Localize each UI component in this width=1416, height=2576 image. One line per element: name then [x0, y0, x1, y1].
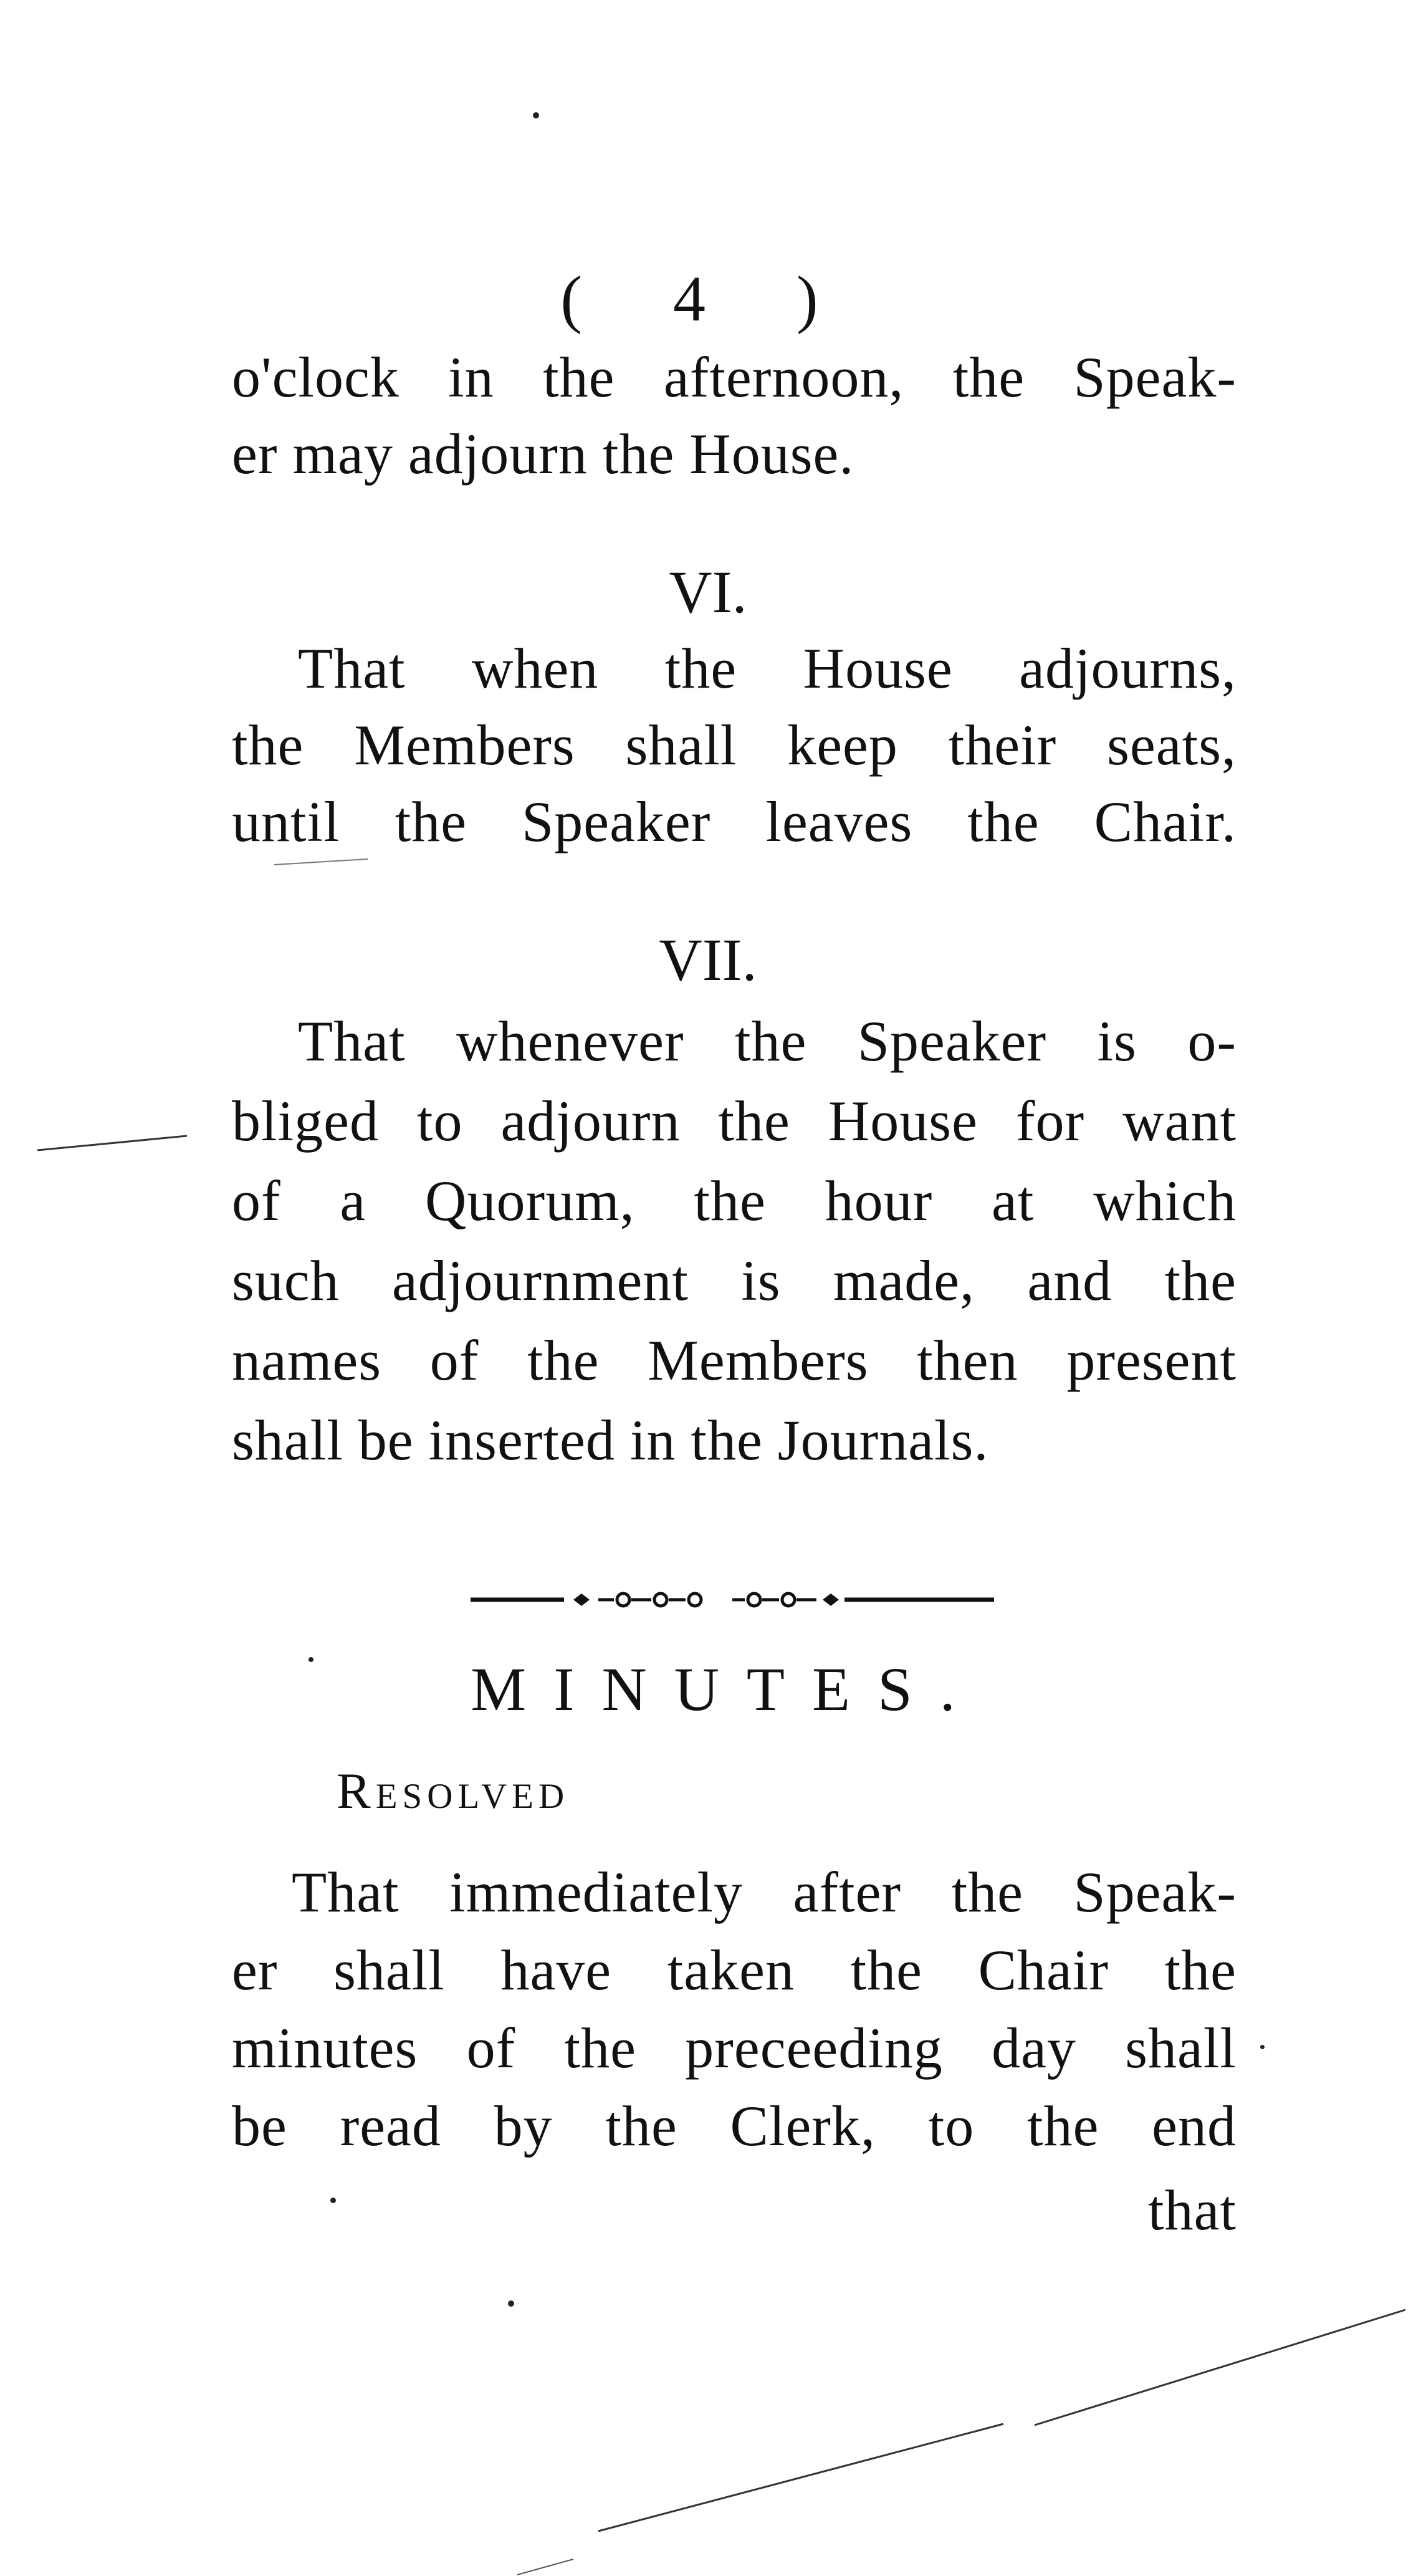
resolved-label: Resolved	[337, 1762, 570, 1819]
page-number: ( 4 )	[560, 263, 856, 335]
continuation-line-2: er may adjourn the House.	[232, 422, 854, 486]
minutes-line-2: er shall have taken the Chair the	[232, 1938, 1237, 2002]
section-vi-line-2: the Members shall keep their seats,	[232, 713, 1237, 777]
ink-speck	[330, 2198, 336, 2203]
ink-speck	[1260, 2045, 1265, 2049]
ink-speck	[533, 112, 539, 118]
catchword: that	[1148, 2178, 1237, 2242]
section-vii-line-3: of a Quorum, the hour at which	[232, 1169, 1237, 1233]
minutes-heading: MINUTES.	[471, 1655, 983, 1724]
section-vii-line-4: such adjournment is made, and the	[232, 1249, 1237, 1312]
ornament-rule	[471, 1587, 994, 1612]
section-vii-line-1: That whenever the Speaker is o-	[298, 1009, 1237, 1073]
section-vii-line-6: shall be inserted in the Journals.	[232, 1408, 989, 1472]
minutes-line-3: minutes of the preceeding day shall	[232, 2016, 1237, 2080]
section-vii-line-2: bliged to adjourn the House for want	[232, 1089, 1237, 1153]
ink-speck	[309, 1657, 313, 1662]
section-vi-numeral: VI.	[669, 559, 747, 625]
continuation-line-1: o'clock in the afternoon, the Speak-	[232, 345, 1237, 409]
minutes-line-4: be read by the Clerk, to the end	[232, 2094, 1237, 2158]
section-vi-line-3: until the Speaker leaves the Chair.	[232, 790, 1237, 853]
section-vi-line-1: That when the House adjourns,	[298, 637, 1237, 700]
minutes-line-1: That immediately after the Speak-	[292, 1860, 1237, 1924]
section-vii-numeral: VII.	[659, 926, 757, 993]
section-vii-line-5: names of the Members then present	[232, 1329, 1237, 1392]
ink-speck	[508, 2300, 514, 2307]
